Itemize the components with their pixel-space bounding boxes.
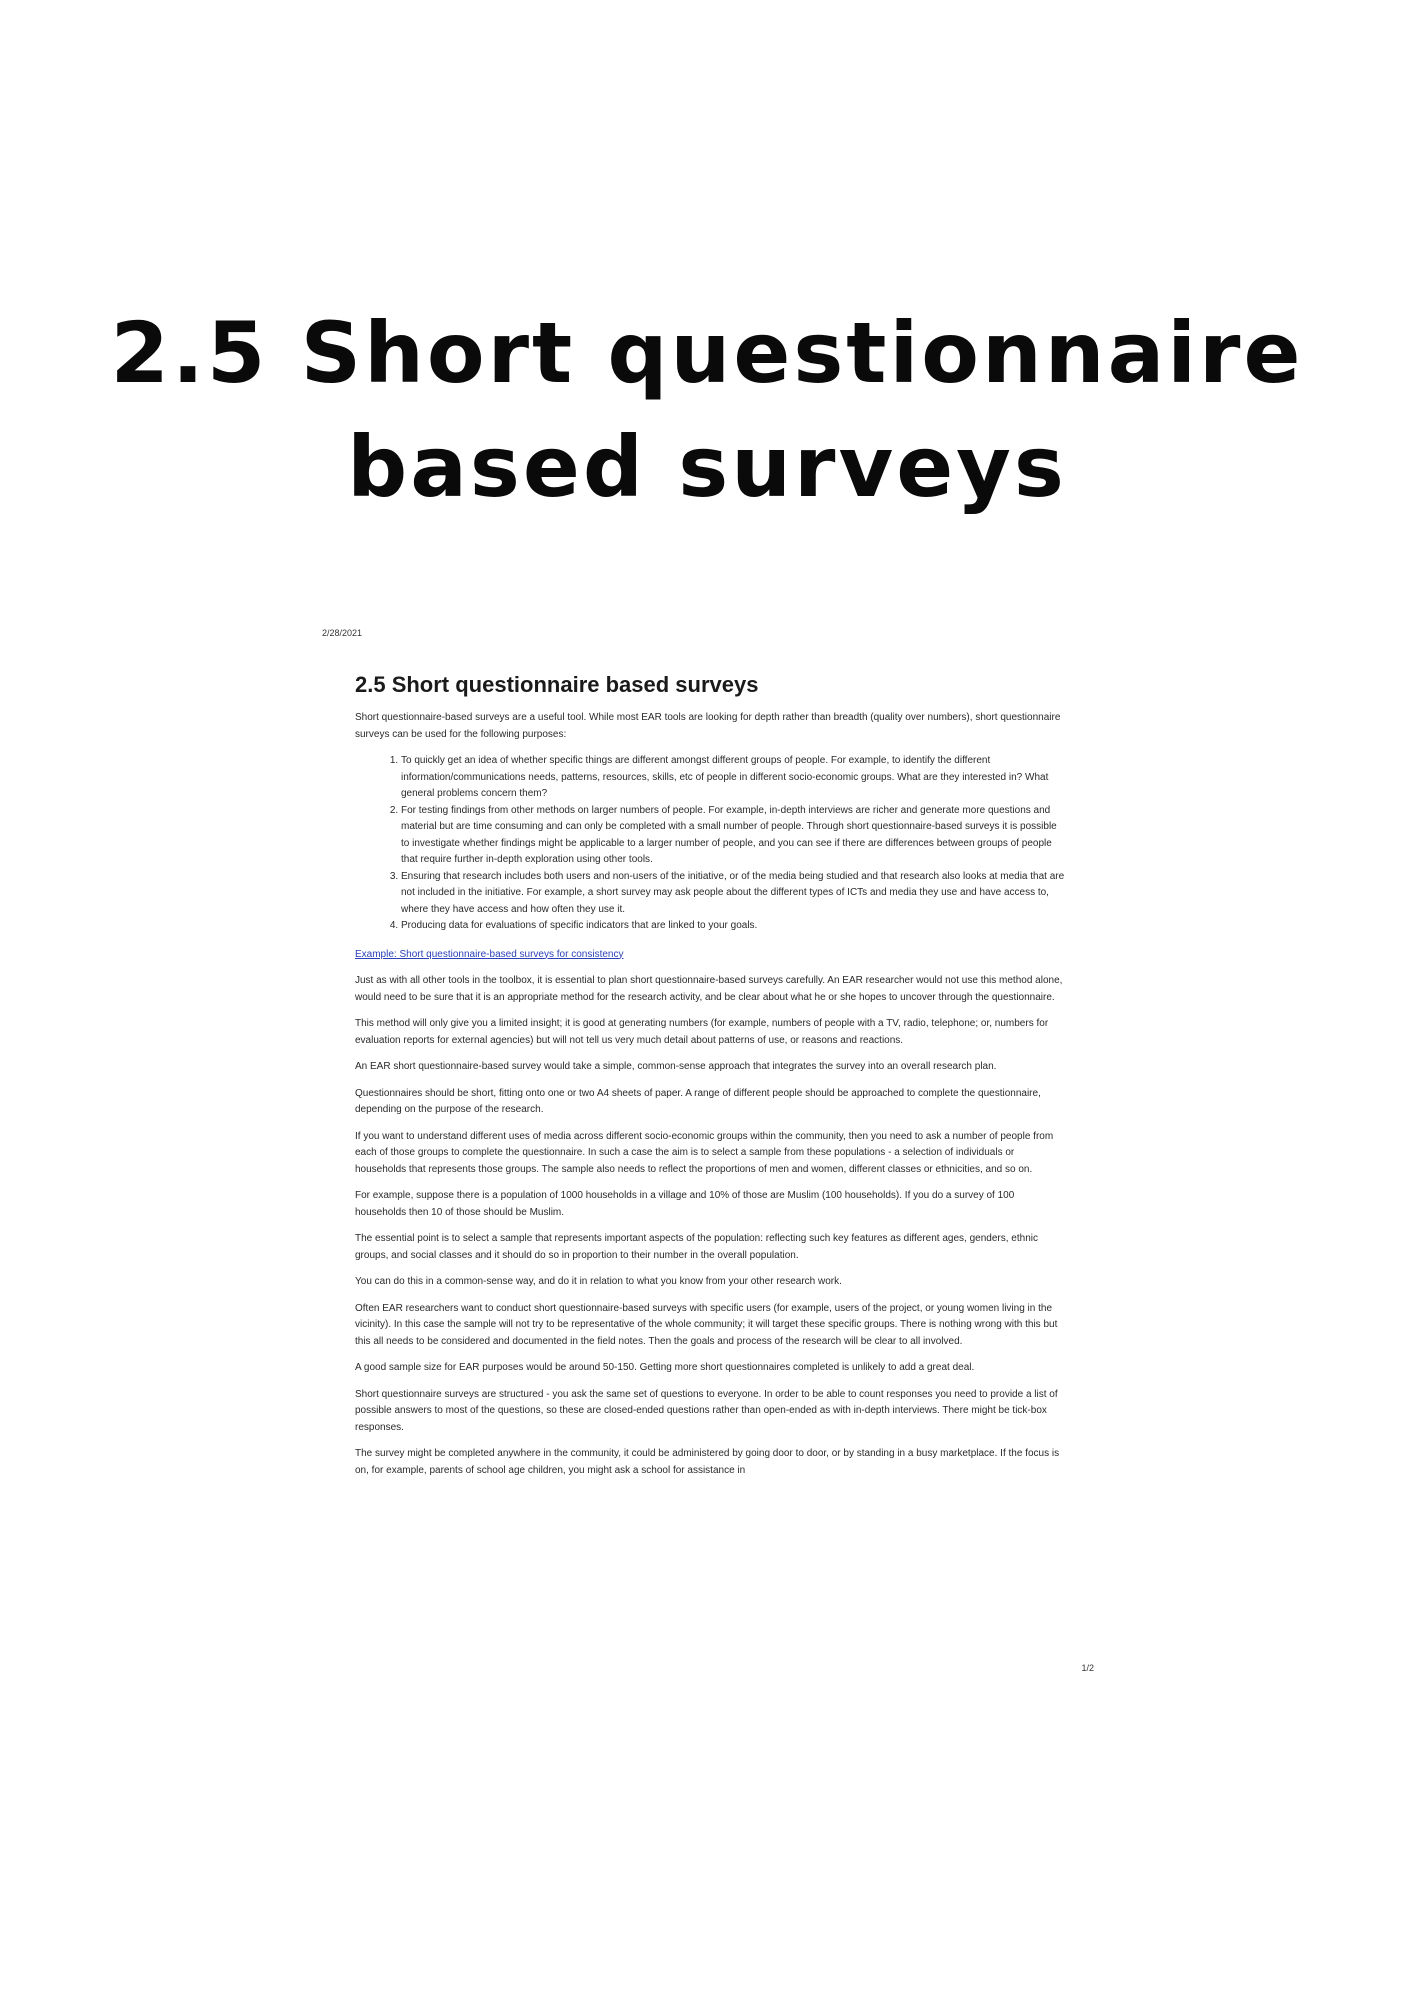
purpose-item: 3. Ensuring that research includes both users and non-users of the initiative, or of the media being studied and that research also looks at media that are not included in the initiative. For example, a short survey may ask people about the different types of ICTs and media they use and have access to, where they have access and how often they use it. [401, 869, 1065, 919]
purpose-item: 2. For testing findings from other methods on larger numbers of people. For example, in-depth interviews are richer and generate more questions and material but are time consuming and can only be completed with a small number of people. Through short questionnaire-based surveys it is possible to investigate whether findings might be applicable to a larger number of people, and you can see if there are differences between groups of people that require further in-depth exploration using other tools. [401, 803, 1065, 869]
body-paragraph: The essential point is to select a sample that represents important aspects of the population: reflecting such key features as different ages, genders, ethnic groups, and social classes and it should do so in proportion to their number in the overall population. [355, 1233, 1038, 1261]
hero-title: 2.5 Short questionnaire based surveys [110, 304, 1304, 516]
document-sheet [322, 628, 1094, 1688]
document-title: 2.5 Short questionnaire based surveys [355, 672, 759, 697]
purposes-list [355, 753, 1065, 935]
body-paragraph: An EAR short questionnaire-based survey would take a simple, common-sense approach that integrates the survey into an overall research plan. [355, 1061, 997, 1072]
purpose-item: 1. To quickly get an idea of whether specific things are different amongst different groups of people. For example, to identify the different information/communications needs, patterns, resources, skills, etc of people in different socio-economic groups. What are they interested in? What general problems concern them? [401, 753, 1065, 803]
page-number: 1/2 [1081, 1663, 1094, 1673]
document-body [355, 672, 1065, 1489]
intro-paragraph: Short questionnaire-based surveys are a useful tool. While most EAR tools are looking for depth rather than breadth (quality over numbers), short questionnaire surveys can be used for the following purposes: [355, 712, 1061, 740]
body-paragraph: You can do this in a common-sense way, and do it in relation to what you know from your other research work. [355, 1276, 842, 1287]
example-link[interactable]: Example: Short questionnaire-based surveys for consistency [355, 948, 624, 960]
body-paragraph: Often EAR researchers want to conduct short questionnaire-based surveys with specific users (for example, users of the project, or young women living in the vicinity). In this case the sample will not try to be representative of the whole community; it will target these specific groups. There is nothing wrong with this but this all needs to be considered and documented in the field notes. Then the goals and process of the research will be clear to all involved. [355, 1302, 1058, 1347]
body-paragraph: Just as with all other tools in the toolbox, it is essential to plan short questionnaire-based surveys carefully. An EAR researcher would not use this method alone, would need to be sure that it is an appropriate method for the research activity, and be clear about what he or she hopes to uncover through the questionnaire. [355, 975, 1063, 1003]
purpose-item: 4. Producing data for evaluations of specific indicators that are linked to your goals. [401, 918, 1065, 935]
body-paragraph: For example, suppose there is a population of 1000 households in a village and 10% of those are Muslim (100 households). If you do a survey of 100 households then 10 of those should be Muslim. [355, 1190, 1015, 1218]
print-date: 2/28/2021 [322, 628, 363, 638]
body-paragraph: A good sample size for EAR purposes would be around 50-150. Getting more short questionnaires completed is unlikely to add a great deal. [355, 1362, 975, 1373]
body-paragraph: The survey might be completed anywhere in the community, it could be administered by going door to door, or by standing in a busy marketplace. If the focus is on, for example, parents of school age children, you might ask a school for assistance in [355, 1448, 1060, 1476]
body-paragraph: Short questionnaire surveys are structured - you ask the same set of questions to everyone. In order to be able to count responses you need to provide a list of possible answers to most of the questions, so these are closed-ended questions rather than open-ended as with in-depth interviews. There might be tick-box responses. [355, 1388, 1058, 1433]
body-paragraph: If you want to understand different uses of media across different socio-economic groups within the community, then you need to ask a number of people from each of those groups to complete the questionnaire. In such a case the aim is to select a sample from these populations - a selection of individuals or households that represents those groups. The sample also needs to reflect the proportions of men and women, different classes or ethnicities, and so on. [355, 1130, 1054, 1175]
body-paragraph: This method will only give you a limited insight; it is good at generating numbers (for example, numbers of people with a TV, radio, telephone; or, numbers for evaluation reports for external agencies) but will not tell us very much detail about patterns of use, or reasons and reactions. [355, 1018, 1049, 1046]
body-paragraph: Questionnaires should be short, fitting onto one or two A4 sheets of paper. A range of different people should be approached to complete the questionnaire, depending on the purpose of the research. [355, 1087, 1041, 1115]
